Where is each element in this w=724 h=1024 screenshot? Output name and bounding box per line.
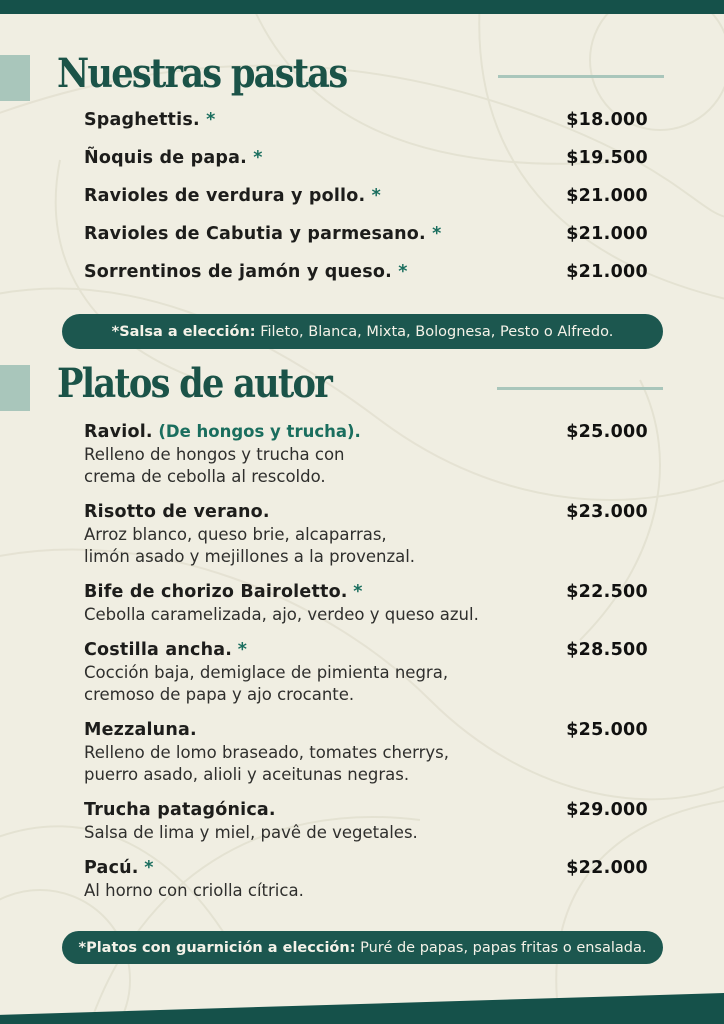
dish-name: Mezzaluna. — [84, 720, 197, 740]
dish-name: Risotto de verano. — [84, 502, 270, 522]
dish-price: $23.000 — [566, 502, 648, 522]
item-name: Sorrentinos de jamón y queso. * — [84, 262, 408, 282]
item-asterisk: * — [144, 858, 154, 878]
dish-block — [84, 638, 648, 706]
dish-block — [84, 500, 648, 568]
dish-title-row — [84, 580, 648, 604]
item-name: Ravioles de Cabutia y parmesano. * — [84, 224, 442, 244]
dish-description-line: Arroz blanco, queso brie, alcaparras, — [84, 525, 387, 544]
section-autor-title: Platos de autor — [57, 360, 332, 407]
dish-title-row — [84, 798, 648, 822]
dish-price: $29.000 — [566, 800, 648, 820]
dish-description-line: puerro asado, alioli y aceitunas negras. — [84, 765, 410, 784]
top-accent-bar — [0, 0, 724, 14]
menu-item-row — [84, 111, 648, 129]
dish-price: $25.000 — [566, 422, 648, 442]
item-name: Ravioles de verdura y pollo. * — [84, 186, 381, 206]
item-price: $21.000 — [566, 186, 648, 206]
dish-block — [84, 718, 648, 786]
dish-description-line: Relleno de lomo braseado, tomates cherrys, — [84, 743, 450, 762]
item-asterisk: * — [253, 148, 263, 168]
dish-title-row — [84, 718, 648, 742]
dish-block — [84, 580, 648, 626]
dish-price: $22.000 — [566, 858, 648, 878]
item-name: Ñoquis de papa. * — [84, 148, 263, 168]
dish-description-line: Al horno con criolla cítrica. — [84, 881, 304, 900]
section-autor-accent-line — [497, 387, 663, 390]
dish-name: Bife de chorizo Bairoletto. * — [84, 582, 363, 602]
item-asterisk: * — [237, 640, 247, 660]
autor-dish-list — [84, 420, 648, 914]
dish-name: Raviol. (De hongos y trucha). — [84, 422, 361, 442]
dish-price: $25.000 — [566, 720, 648, 740]
dish-description-line: Salsa de lima y miel, pavê de vegetales. — [84, 823, 418, 842]
dish-description-line: crema de cebolla al rescoldo. — [84, 467, 326, 486]
dish-subtitle: (De hongos y trucha). — [158, 422, 361, 441]
dish-description-line: Cebolla caramelizada, ajo, verdeo y queso azul. — [84, 605, 479, 624]
note-bold-text: *Platos con guarnición a elección: — [78, 939, 356, 956]
item-asterisk: * — [206, 110, 216, 130]
dish-title-row — [84, 638, 648, 662]
item-asterisk: * — [432, 224, 442, 244]
dish-title-row — [84, 856, 648, 880]
dish-name: Costilla ancha. * — [84, 640, 247, 660]
item-asterisk: * — [398, 262, 408, 282]
item-asterisk: * — [353, 582, 363, 602]
dish-block — [84, 798, 648, 844]
menu-item-row — [84, 149, 648, 167]
item-price: $19.500 — [566, 148, 648, 168]
dish-block — [84, 856, 648, 902]
item-asterisk: * — [371, 186, 381, 206]
menu-item-row — [84, 225, 648, 243]
section-pastas-title: Nuestras pastas — [57, 50, 347, 97]
item-price: $21.000 — [566, 224, 648, 244]
section-pastas-accent-line — [498, 75, 664, 78]
note-text: Puré de papas, papas fritas o ensalada. — [355, 939, 647, 956]
garnish-note-pill — [62, 931, 663, 964]
item-name: Spaghettis. * — [84, 110, 216, 130]
dish-title-row — [84, 420, 648, 444]
dish-description-line: Cocción baja, demiglace de pimienta negra, — [84, 663, 449, 682]
dish-name: Pacú. * — [84, 858, 154, 878]
sauce-note-pill — [62, 314, 663, 349]
section-pastas-accent-square — [0, 55, 30, 101]
dish-price: $28.500 — [566, 640, 648, 660]
section-autor-accent-square — [0, 365, 30, 411]
menu-item-row — [84, 187, 648, 205]
pastas-list — [84, 111, 648, 301]
dish-name: Trucha patagónica. — [84, 800, 276, 820]
dish-description-line: limón asado y mejillones a la provenzal. — [84, 547, 416, 566]
item-price: $21.000 — [566, 262, 648, 282]
menu-item-row — [84, 263, 648, 281]
note-text: Fileto, Blanca, Mixta, Bolognesa, Pesto o Alfredo. — [255, 323, 614, 340]
note-bold-text: *Salsa a elección: — [111, 323, 256, 340]
item-price: $18.000 — [566, 110, 648, 130]
dish-block — [84, 420, 648, 488]
dish-price: $22.500 — [566, 582, 648, 602]
bottom-accent-band — [0, 990, 724, 1024]
dish-description-line: Relleno de hongos y trucha con — [84, 445, 345, 464]
dish-title-row — [84, 500, 648, 524]
dish-description-line: cremoso de papa y ajo crocante. — [84, 685, 355, 704]
